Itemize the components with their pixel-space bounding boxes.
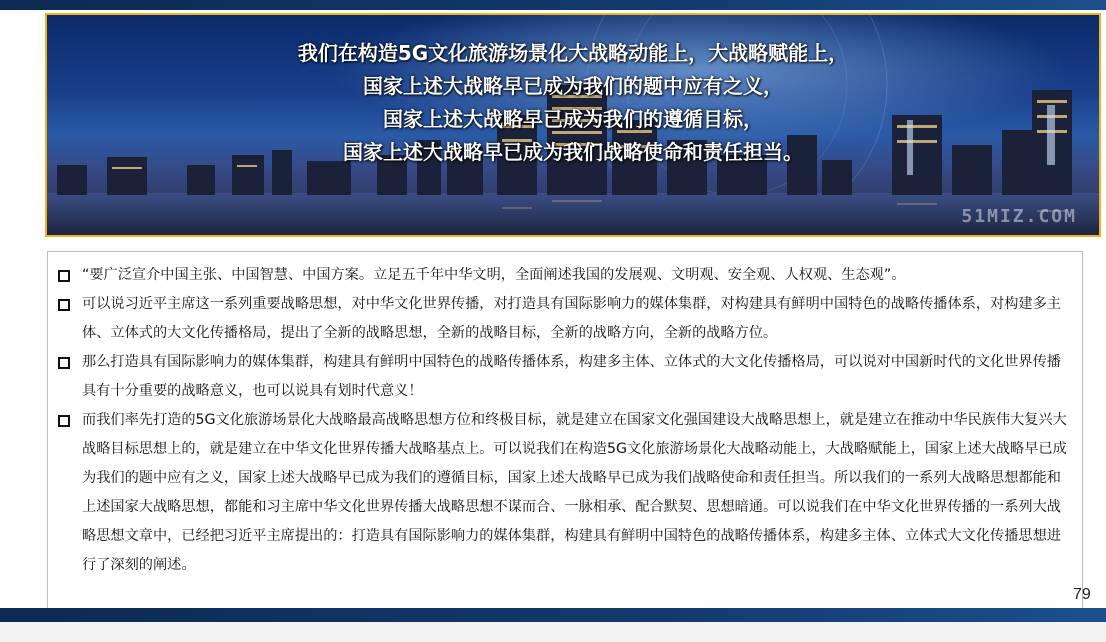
square-bullet-icon (58, 299, 70, 311)
page-number: 79 (1073, 586, 1091, 603)
list-item (58, 290, 1068, 348)
banner-line-4: 国家上述大战略早已成为我们战略使命和责任担当。 (343, 140, 803, 164)
square-bullet-icon (58, 415, 70, 427)
banner-line-2: 国家上述大战略早已成为我们的题中应有之义， (363, 74, 783, 98)
banner-line-3: 国家上述大战略早已成为我们的遵循目标， (383, 107, 763, 131)
list-item (58, 406, 1068, 580)
square-bullet-icon (58, 270, 70, 282)
list-item (58, 348, 1068, 406)
banner-headline (47, 37, 1099, 169)
list-item-text: “要广泛宣介中国主张、中国智慧、中国方案。立足五千年中华文明，全面阐述我国的发展观、文明观、安全观、人权观、生态观”。 (82, 267, 906, 283)
list-item-text: 可以说习近平主席这一系列重要战略思想，对中华文化世界传播，对打造具有国际影响力的媒体集群，对构建具有鲜明中国特色的战略传播体系，对构建多主体、立体式的大文化传播格局，提出了全新的战略思想，全新的战略目标，全新的战略方向，全新的战略方位。 (82, 296, 1061, 341)
bottom-decor-bar (0, 608, 1106, 622)
city-banner-image (45, 13, 1101, 237)
list-item (58, 261, 1068, 290)
watermark: 51MIZ.COM (961, 206, 1077, 227)
square-bullet-icon (58, 357, 70, 369)
banner-line-1: 我们在构造5G文化旅游场景化大战略动能上，大战略赋能上， (297, 41, 849, 65)
top-decor-bar (0, 0, 1106, 10)
list-item-text: 而我们率先打造的5G文化旅游场景化大战略最高战略思想方位和终极目标，就是建立在国家文化强国建设大战略思想上，就是建立在推动中华民族伟大复兴大战略目标思想上的，就是建立在中华文化世界传播大战略基点上。可以说我们在构造5G文化旅游场景化大战略动能上，大战略赋能上，国家上述大战略早已成为我们的题中应有之义，国家上述大战略早已成为我们的遵循目标，国家上述大战略早已成为我们战略使命和责任担当。所以我们的一系列大战略思想都能和上述国家大战略思想，都能和习主席中华文化世界传播大战略思想不谋而合、一脉相承、配合默契、思想暗通。可以说我们在中华文化世界传播的一系列大战略思想文章中，已经把习近平主席提出的：打造具有国际影响力的媒体集群，构建具有鲜明中国特色的战略传播体系，构建多主体、立体式大文化传播思想进行了深刻的阐述。 (82, 412, 1067, 573)
bottom-strip (0, 622, 1106, 642)
content-box (47, 251, 1083, 609)
list-item-text: 那么打造具有国际影响力的媒体集群，构建具有鲜明中国特色的战略传播体系，构建多主体、立体式的大文化传播格局，可以说对中国新时代的文化世界传播具有十分重要的战略意义，也可以说具有划时代意义！ (82, 354, 1061, 399)
